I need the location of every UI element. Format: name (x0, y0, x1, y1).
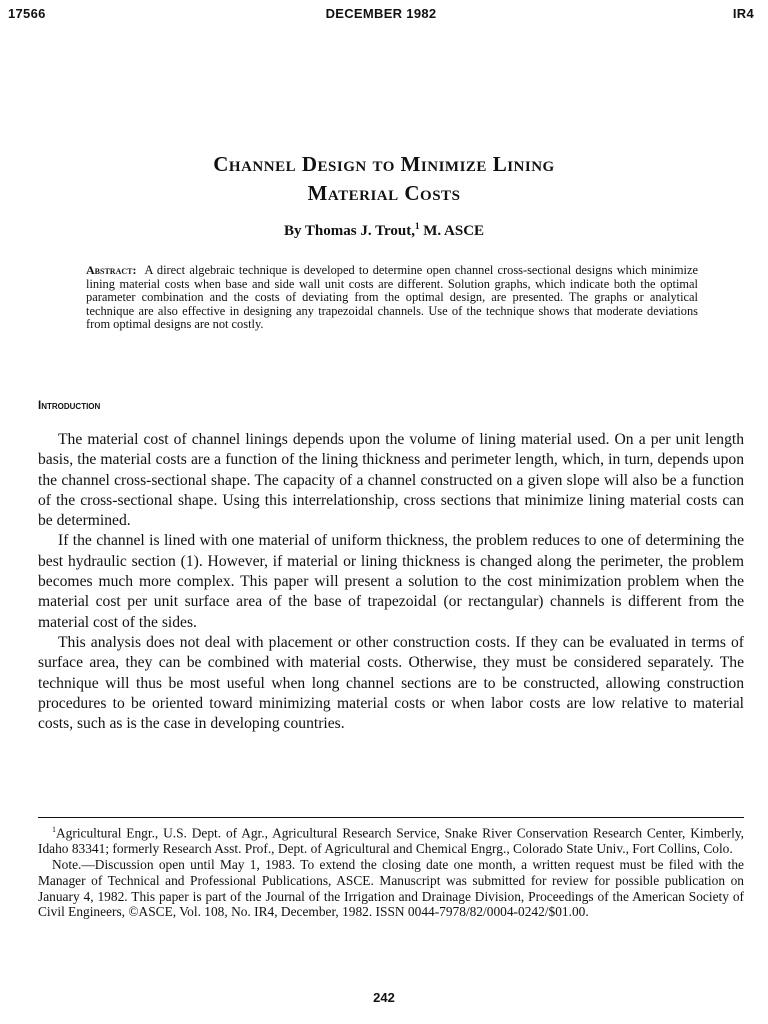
author-membership: M. ASCE (419, 223, 485, 239)
paragraph: If the channel is lined with one material of uniform thickness, the problem reduces to one of determining the best hydraulic section (1). However, if material or lining thickness is changed along the perimeter, the problem becomes much more complex. This paper will present a solution to the cost minimization problem when the material cost per unit surface area of the base of trapezoidal (or rectangular) channels is different from the material cost of the sides. (38, 532, 744, 631)
issue-date: DECEMBER 1982 (325, 6, 437, 21)
abstract (86, 264, 698, 332)
title-line-2: Material Costs (307, 181, 461, 205)
author-footnote-mark: 1 (414, 221, 420, 231)
footnotes (38, 822, 744, 920)
author-line (0, 221, 768, 240)
footnote-note: Note.—Discussion open until May 1, 1983. To extend the closing date one month, a written request must be filed with the Manager of Technical and Professional Publications, ASCE. Manuscript was submitted for review for possible publication on January 4, 1982. This paper is part of the Journal of the Irrigation and Drainage Division, Proceedings of the American Society of Civil Engineers, ©ASCE, Vol. 108, No. IR4, December, 1982. ISSN 0044-7978/82/0004-0242/$01.00. (38, 857, 744, 920)
section-heading-introduction: Introduction (38, 400, 101, 412)
paragraph: The material cost of channel linings depends upon the volume of lining material used. On a per unit length basis, the material costs are a function of the lining thickness and perimeter length, which, in turn, depends upon the channel cross-sectional shape. The capacity of a channel constructed on a given slope will also be a function of the cross-sectional shape. Using this interrelationship, cross sections that minimize lining material costs can be determined. (38, 431, 744, 530)
page-number: 242 (373, 990, 395, 1005)
paragraph: This analysis does not deal with placement or other construction costs. If they can be evaluated in terms of surface area, they can be combined with material costs. Otherwise, they must be considered separately. The technique will thus be most useful when long channel sections are to be constructed, allowing construction procedures to be oriented toward minimizing material costs or when labor costs are low relative to material costs, such as is the case in developing countries. (38, 633, 744, 733)
paper-id: 17566 (8, 6, 46, 21)
footnote-affiliation-text: Agricultural Engr., U.S. Dept. of Agr., Agricultural Research Service, Snake River Conservation Research Center, Kimberly, Idaho 83341; formerly Research Asst. Prof., Dept. of Agricultural and Chemical Engrg., Colorado State Univ., Fort Collins, Colo. (38, 825, 744, 857)
author-name: By Thomas J. Trout, (283, 223, 415, 239)
footnote-affiliation (38, 822, 744, 857)
footnote-mark: 1 (52, 825, 56, 834)
paper-title (0, 150, 768, 208)
introduction-body (38, 430, 744, 734)
footnote-divider (38, 817, 744, 818)
running-header (8, 6, 754, 26)
issue-code: IR4 (732, 6, 754, 21)
title-line-1: Channel Design to Minimize Lining (213, 152, 555, 176)
abstract-label: Abstract: (86, 263, 137, 277)
abstract-text: A direct algebraic technique is developed to determine open channel cross-sectional designs which minimize lining material costs when base and side wall unit costs are different. Solution graphs, which indicate both the optimal parameter combination and the costs of deviating from the optimal design, are presented. The graphs or analytical technique are also effective in designing any trapezoidal channels. Use of the technique shows that moderate deviations from optimal designs are not costly. (86, 263, 698, 332)
